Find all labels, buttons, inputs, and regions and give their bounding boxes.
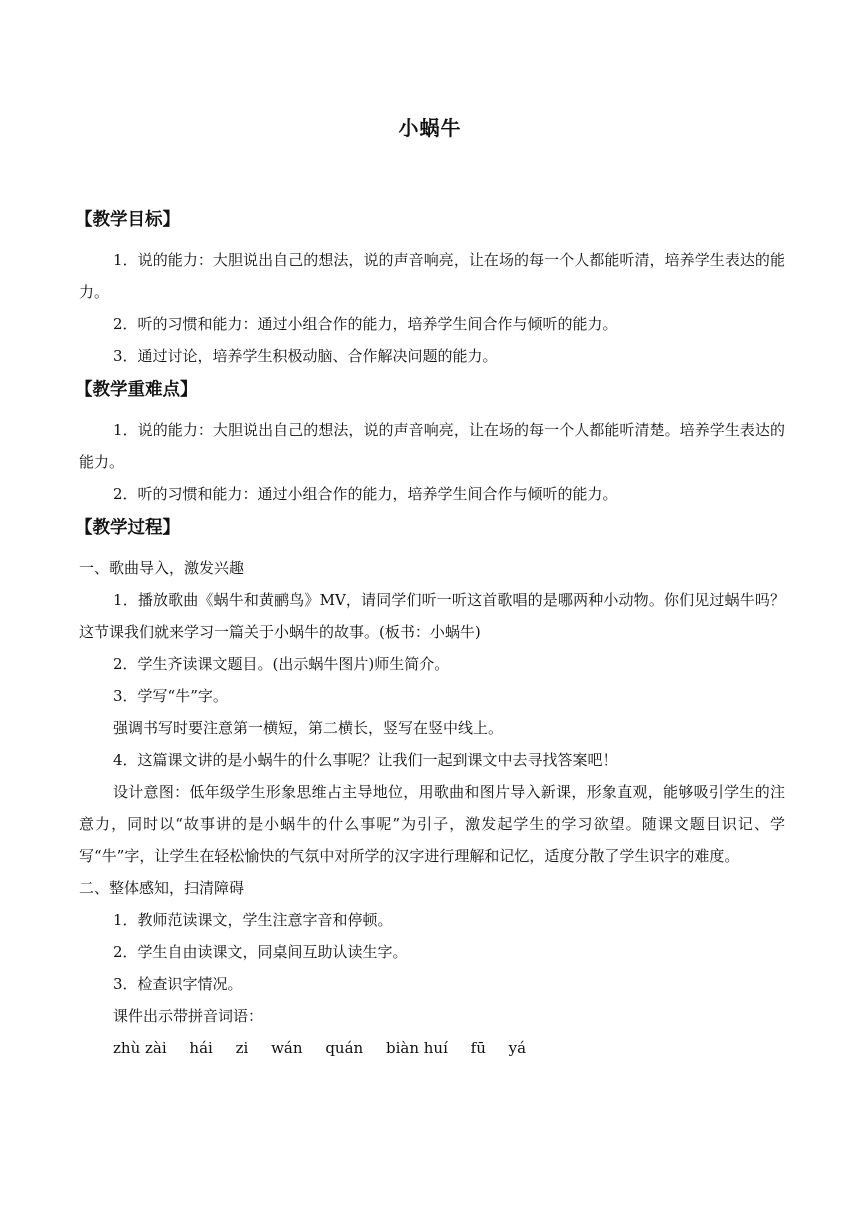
pinyin-word: fū (470, 1039, 486, 1057)
process-paragraph: 2．学生自由读课文，同桌间互助认读生字。 (113, 943, 408, 961)
section-heading-process: 【教学过程】 (75, 518, 180, 538)
pinyin-word: hái (189, 1039, 213, 1057)
pinyin-word: biàn huí (385, 1039, 448, 1057)
pinyin-word: zi (235, 1039, 249, 1057)
pinyin-word: zhù zài (113, 1039, 167, 1057)
document-body (75, 204, 785, 1064)
process-paragraph: 4．这篇课文讲的是小蜗牛的什么事呢？让我们一起到课文中去寻找答案吧！ (113, 751, 618, 769)
objective-item: 3．通过讨论，培养学生积极动脑、合作解决问题的能力。 (113, 347, 498, 365)
objective-item: 1．说的能力：大胆说出自己的想法，说的声音响亮，让在场的每一个人都能听清，培养学生表达的能力。 (79, 251, 785, 301)
process-paragraph: 强调书写时要注意第一横短，第二横长，竖写在竖中线上。 (113, 719, 504, 737)
section-heading-objectives: 【教学目标】 (75, 210, 180, 230)
pinyin-word-list (79, 1032, 785, 1064)
key-point-item: 1．说的能力：大胆说出自己的想法，说的声音响亮，让在场的每一个人都能听清楚。培养学生表达的能力。 (79, 421, 785, 471)
process-paragraph: 1．教师范读课文，学生注意字音和停顿。 (113, 911, 393, 929)
design-intent-paragraph: 设计意图：低年级学生形象思维占主导地位，用歌曲和图片导入新课，形象直观，能够吸引学生的注意力，同时以“故事讲的是小蜗牛的什么事呢”为引子，激发起学生的学习欲望。随课文题目识记、学写“牛”字，让学生在轻松愉快的气氛中对所学的汉字进行理解和记忆，适度分散了学生识字的难度。 (79, 783, 785, 865)
page-title: 小蜗牛 (398, 116, 462, 140)
process-subsection-title: 二、整体感知，扫清障碍 (79, 879, 245, 897)
key-point-item: 2．听的习惯和能力：通过小组合作的能力，培养学生间合作与倾听的能力。 (113, 485, 618, 503)
process-paragraph: 课件出示带拼音词语： (113, 1007, 264, 1025)
pinyin-word: yá (508, 1039, 527, 1057)
pinyin-word: wán (271, 1039, 303, 1057)
process-paragraph: 1．播放歌曲《蜗牛和黄鹂鸟》MV，请同学们听一听这首歌唱的是哪两种小动物。你们见过蜗牛吗？这节课我们就来学习一篇关于小蜗牛的故事。(板书：小蜗牛) (79, 591, 785, 641)
process-paragraph: 2．学生齐读课文题目。(出示蜗牛图片)师生简介。 (113, 655, 450, 673)
section-heading-key-points: 【教学重难点】 (75, 380, 198, 400)
pinyin-word: quán (325, 1039, 364, 1057)
process-paragraph: 3．检查识字情况。 (113, 975, 243, 993)
objective-item: 2．听的习惯和能力：通过小组合作的能力，培养学生间合作与倾听的能力。 (113, 315, 618, 333)
process-paragraph: 3．学写“牛”字。 (113, 687, 228, 705)
process-subsection-title: 一、歌曲导入，激发兴趣 (79, 559, 245, 577)
